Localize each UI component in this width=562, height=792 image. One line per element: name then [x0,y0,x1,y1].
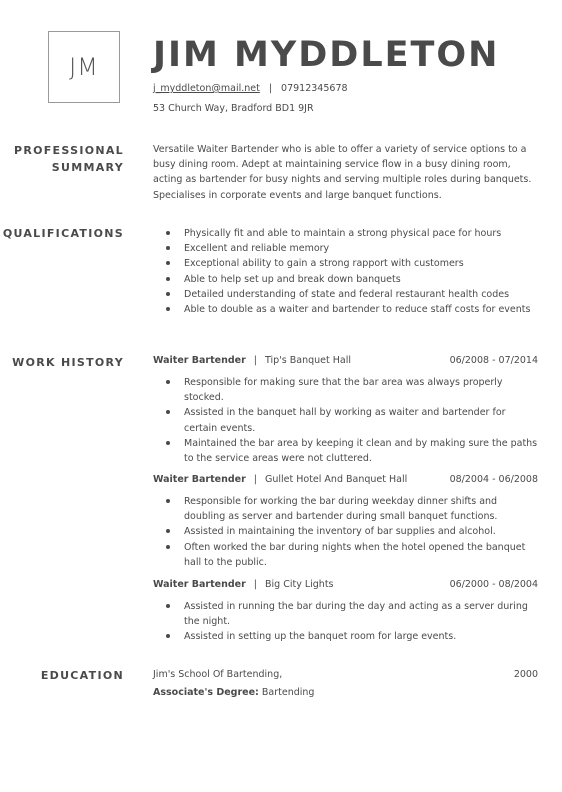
job-company: Big City Lights [265,579,334,590]
list-item: Maintained the bar area by keeping it clean and by making sure the paths to the service areas were not cluttered. [153,436,538,466]
list-item: Detailed understanding of state and federal restaurant health codes [153,287,538,302]
job-bullets [153,375,538,466]
job-header [153,579,538,590]
contact-separator: | [268,83,273,94]
list-item: Physically fit and able to maintain a strong physical pace for hours [153,226,538,241]
job-bullets [153,494,538,570]
job-separator: | [253,579,257,590]
job-title: Waiter Bartender [153,355,246,366]
job-title: Waiter Bartender [153,474,246,485]
address: 53 Church Way, Bradford BD1 9JR [153,103,314,114]
school-name: Jim's School Of Bartending, [153,669,283,680]
qualifications-list [153,226,538,317]
section-title-qualifications: QUALIFICATIONS [2,227,124,240]
job-bullets [153,599,538,645]
contact-line [153,83,348,94]
job-header [153,474,538,485]
email-link[interactable]: j_myddleton@mail.net [153,83,260,94]
job-dates: 06/2000 - 08/2004 [449,579,538,590]
list-item: Able to help set up and break down banquets [153,272,538,287]
section-title-summary [14,142,124,176]
degree-label: Associate's Degree: [153,687,259,698]
section-title-line: PROFESSIONAL [13,144,124,157]
candidate-name: JIM MYDDLETON [153,35,500,75]
list-item: Exceptional ability to gain a strong rapport with customers [153,256,538,271]
education-year: 2000 [513,669,538,680]
job-company: Gullet Hotel And Banquet Hall [265,474,408,485]
list-item: Assisted in the banquet hall by working as waiter and bartender for certain events. [153,405,538,435]
degree-field: Bartending [261,687,315,698]
list-item: Able to double as a waiter and bartender to reduce staff costs for events [153,302,538,317]
list-item: Assisted in setting up the banquet room for large events. [153,629,538,644]
section-title-line: SUMMARY [51,161,124,174]
list-item: Often worked the bar during nights when the hotel opened the banquet hall to the public. [153,540,538,570]
summary-text: Versatile Waiter Bartender who is able to offer a variety of service options to a busy dining room. Adept at maintaining service flow in a busy dining room, acting as bartender for busy nights and serving multiple roles during banquets. Specialises in corporate events and large banquet functions. [153,144,532,201]
section-title-education: EDUCATION [40,669,124,682]
job-header [153,355,538,366]
list-item: Assisted in maintaining the inventory of bar supplies and alcohol. [153,524,538,539]
job-dates: 06/2008 - 07/2014 [449,355,538,366]
job-dates: 08/2004 - 06/2008 [449,474,538,485]
list-item: Assisted in running the bar during the day and acting as a server during the night. [153,599,538,629]
job-title: Waiter Bartender [153,579,246,590]
job-company: Tip's Banquet Hall [265,355,352,366]
list-item: Responsible for working the bar during weekday dinner shifts and doubling as server and bartender during small banquet functions. [153,494,538,524]
education-school-line [153,669,538,680]
section-title-work-history: WORK HISTORY [12,356,124,369]
job-separator: | [253,355,257,366]
list-item: Responsible for making sure that the bar area was always properly stocked. [153,375,538,405]
phone-number: 07912345678 [281,83,348,94]
job-separator: | [253,474,257,485]
education-degree-line [153,687,538,698]
monogram-logo: JM [48,31,120,103]
list-item: Excellent and reliable memory [153,241,538,256]
